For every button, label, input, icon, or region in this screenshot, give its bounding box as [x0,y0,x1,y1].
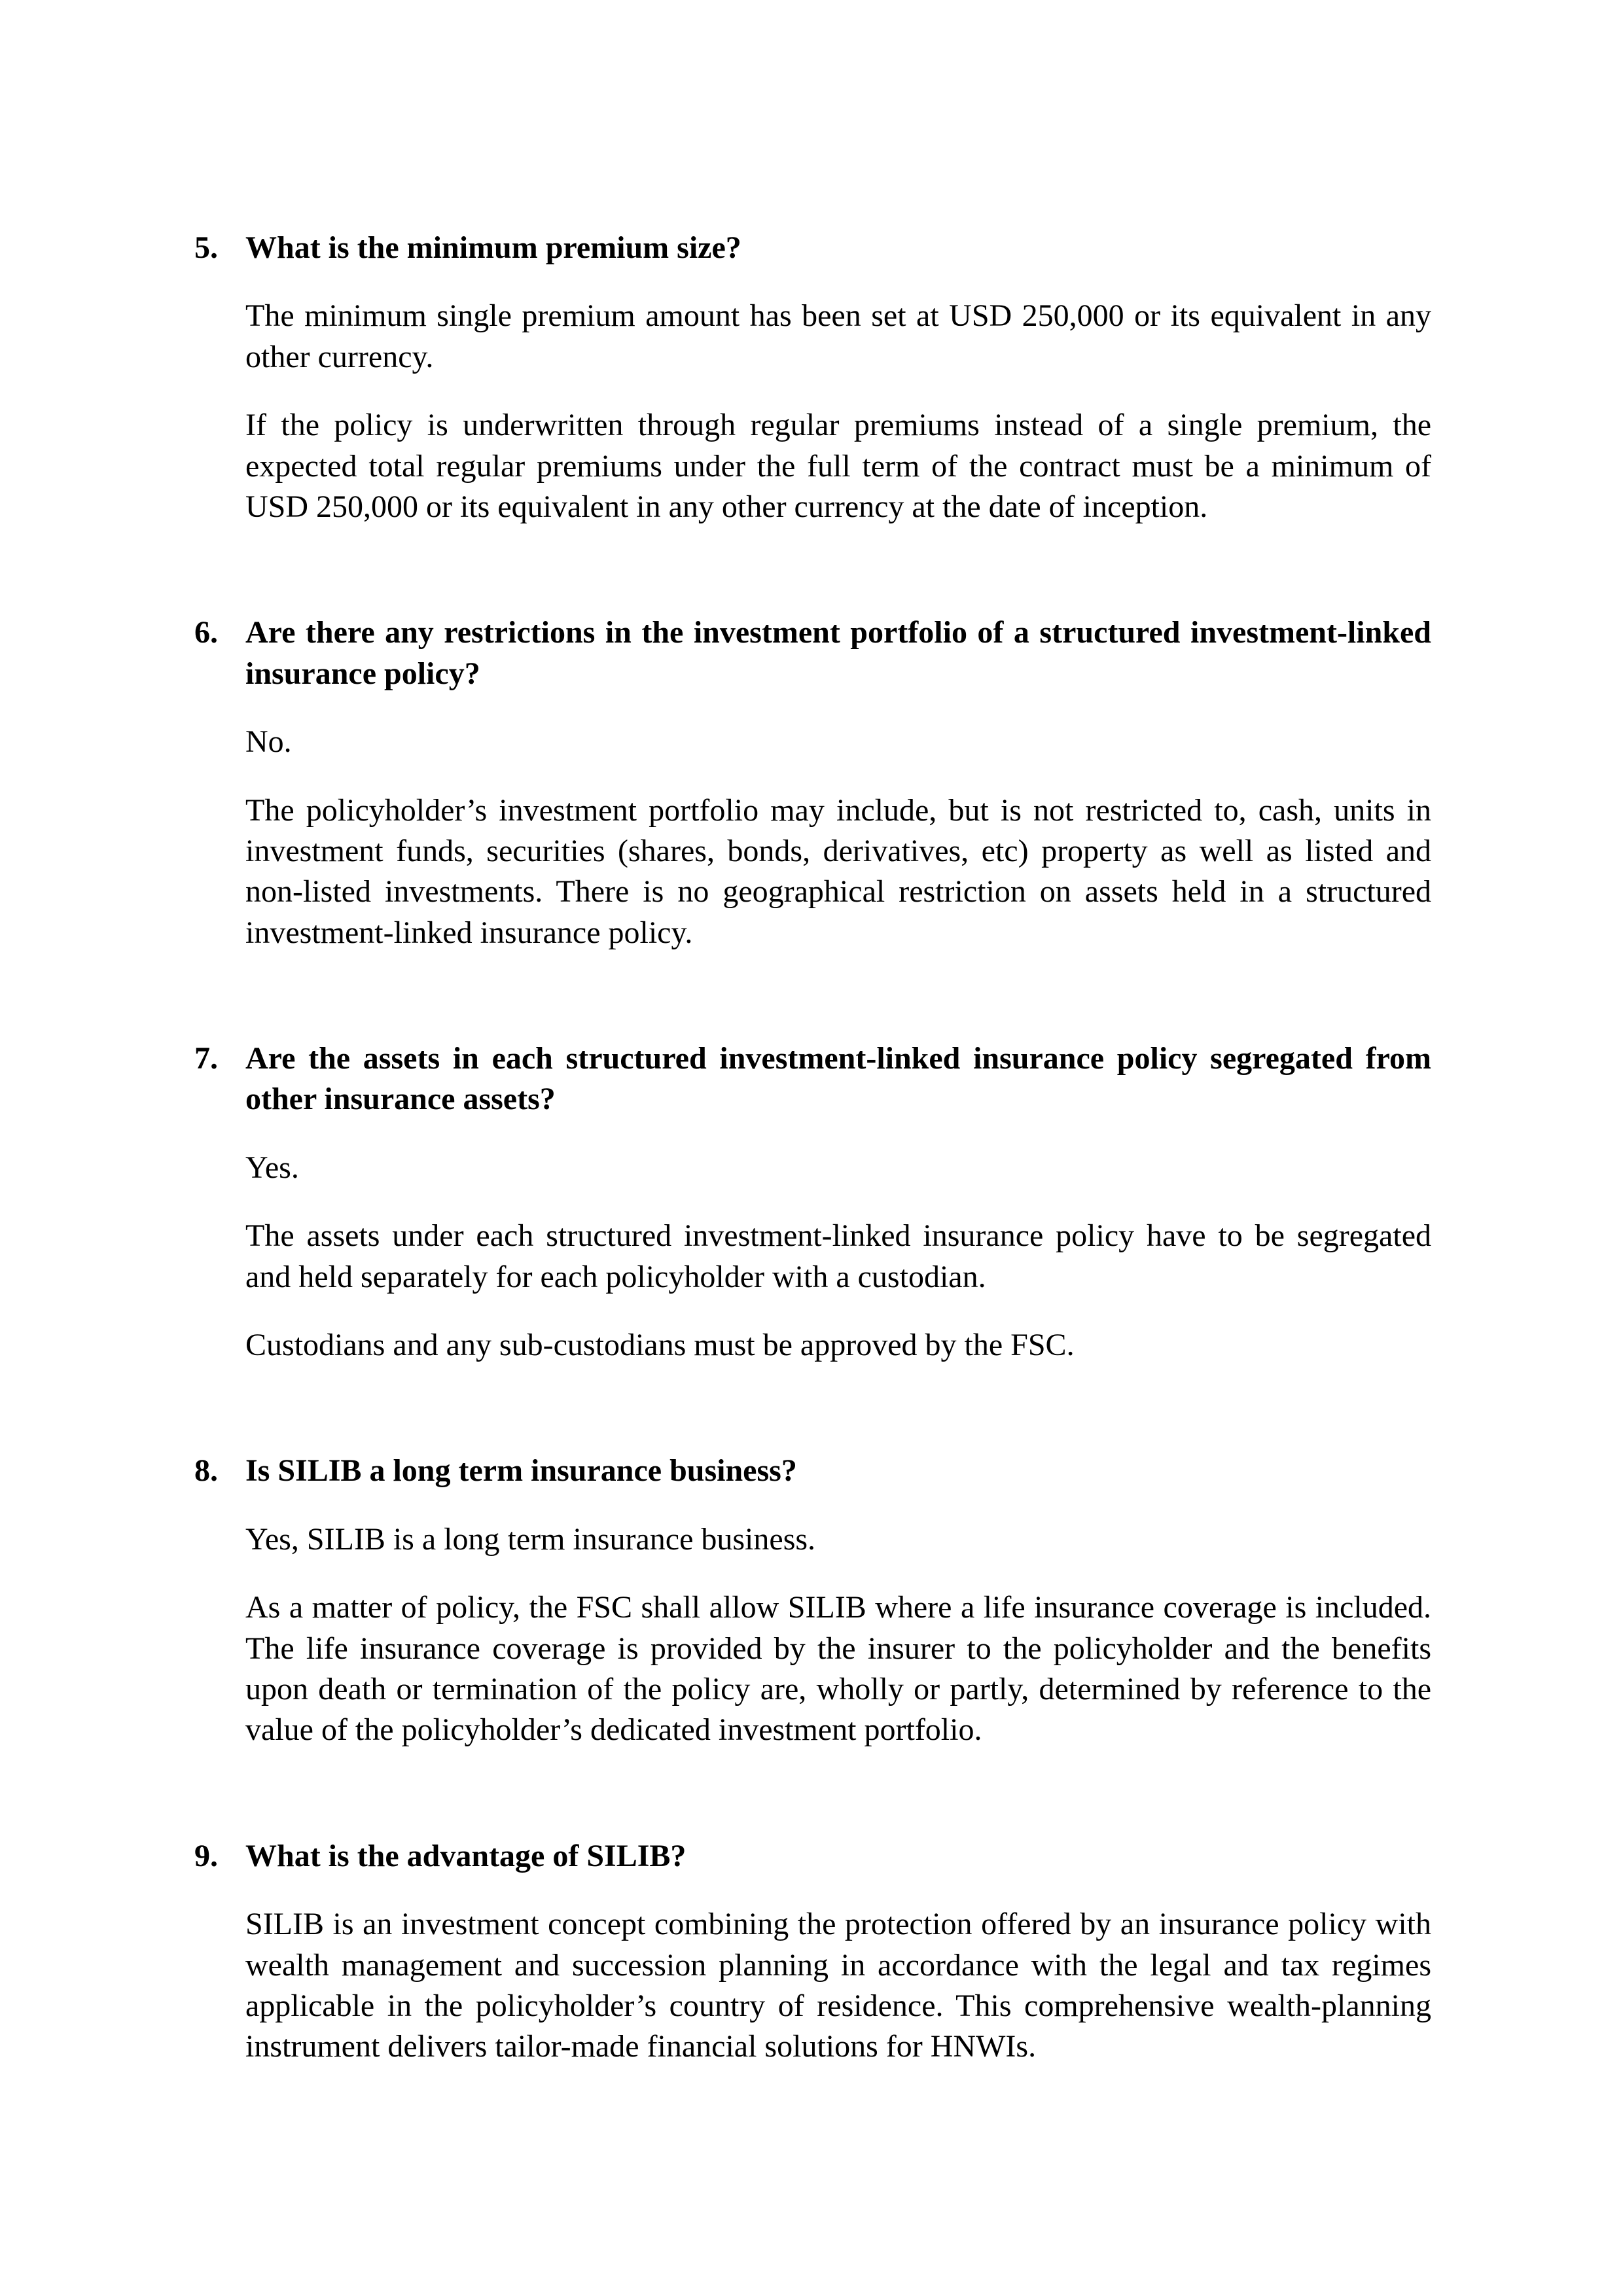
answer-paragraph: If the policy is underwritten through regular premiums instead of a single premium, the expected total regular premiums under the full term of the contract must be a minimum of USD 250,000 or its equivalent in any other currency at the date of inception. [245,408,1431,524]
question-text: What is the minimum premium size? [245,230,741,265]
answer-paragraph: No. [245,724,292,760]
faq-item-9 [194,1836,1431,2068]
question-text: Are there any restrictions in the investment portfolio of a structured investment-linked insurance policy? [245,615,1431,691]
question-row [194,1451,1431,1491]
question-row [194,612,1431,694]
question-number: 7. [194,1041,218,1076]
answer-paragraph: As a matter of policy, the FSC shall allow SILIB where a life insurance coverage is included. The life insurance coverage is provided by the insurer to the policyholder and the benefits upon death or termination of the policy are, wholly or partly, determined by reference to the value of the policyholder’s dedicated investment portfolio. [245,1590,1431,1748]
faq-item-8 [194,1451,1431,1750]
answer-paragraph: Yes, SILIB is a long term insurance business. [245,1521,816,1557]
question-row [194,1038,1431,1120]
answer-paragraph: Custodians and any sub-custodians must be approved by the FSC. [245,1328,1075,1363]
faq-item-5 [194,228,1431,527]
answer-paragraph: The minimum single premium amount has been set at USD 250,000 or its equivalent in any other currency. [245,298,1431,374]
question-number: 9. [194,1838,218,1873]
answer-paragraph: SILIB is an investment concept combining the protection offered by an insurance policy with wealth management and succession planning in accordance with the legal and tax regimes applicable in the policyholder’s country of residence. This comprehensive wealth-planning instrument delivers tailor-made financial solutions for HNWIs. [245,1907,1431,2064]
answer-paragraph: The assets under each structured investment-linked insurance policy have to be segregated and held separately for each policyholder with a custodian. [245,1218,1431,1294]
question-number: 6. [194,615,218,650]
question-row [194,1836,1431,1877]
question-number: 8. [194,1453,218,1489]
question-text: What is the advantage of SILIB? [245,1838,687,1873]
faq-item-7 [194,1038,1431,1366]
answer-paragraph: Yes. [245,1150,299,1185]
question-number: 5. [194,230,218,265]
question-row [194,228,1431,268]
faq-item-6 [194,612,1431,953]
question-text: Are the assets in each structured investment-linked insurance policy segregated from other insurance assets? [245,1041,1431,1117]
question-text: Is SILIB a long term insurance business? [245,1453,797,1489]
answer-paragraph: The policyholder’s investment portfolio may include, but is not restricted to, cash, units in investment funds, securities (shares, bonds, derivatives, etc) property as well as listed and non-listed investments. There is no geographical restriction on assets held in a structured investment-linked insurance policy. [245,792,1431,950]
